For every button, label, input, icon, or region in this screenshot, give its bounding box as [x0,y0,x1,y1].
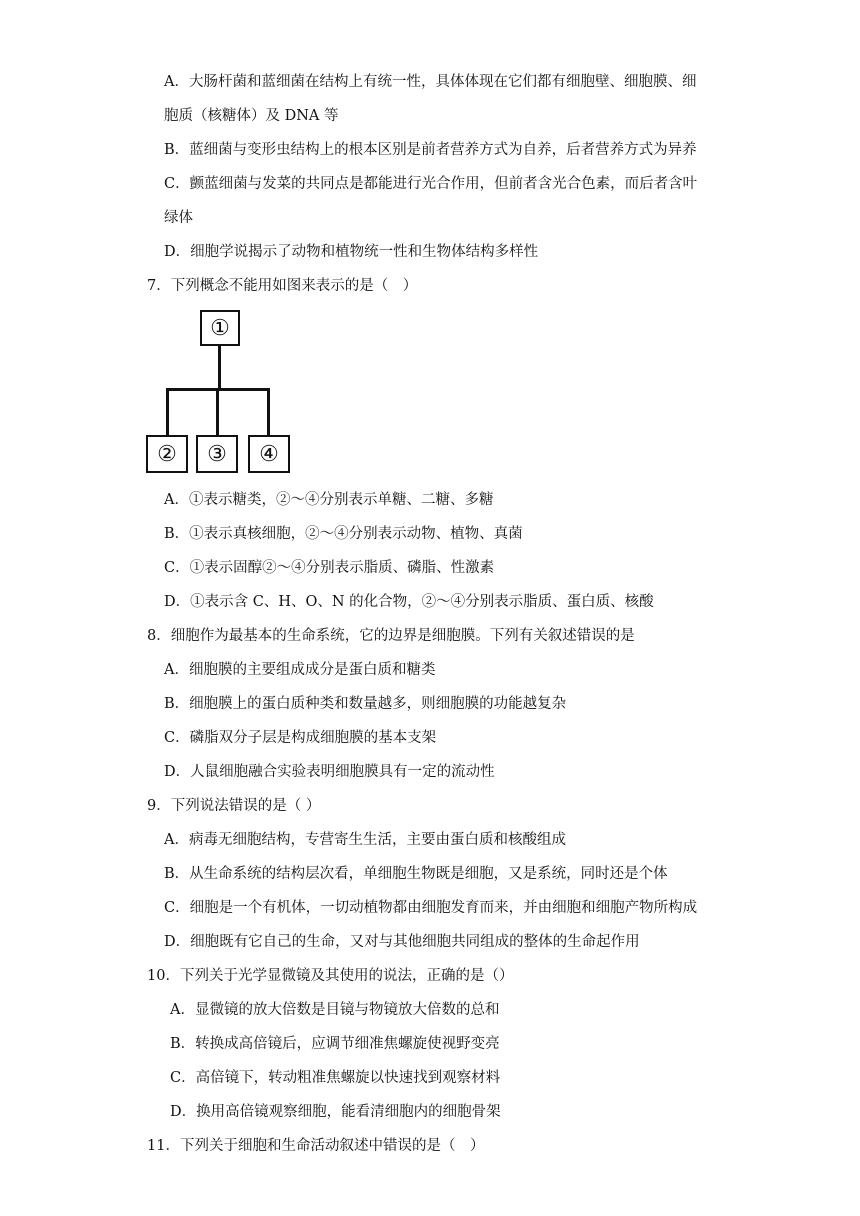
tree-node-child-3: ④ [248,435,290,473]
q11-stem: 11．下列关于细胞和生命活动叙述中错误的是（ ） [147,1138,485,1154]
q8-option-d: D．人鼠细胞融合实验表明细胞膜具有一定的流动性 [164,764,495,780]
tree-node-root: ① [200,310,240,346]
q6-option-d: D．细胞学说揭示了动物和植物统一性和生物体结构多样性 [164,244,539,260]
q6-option-c-line1: C．颤蓝细菌与发菜的共同点是都能进行光合作用，但前者含光合色素，而后者含叶 [164,176,698,192]
q7-option-b: B．①表示真核细胞，②～④分别表示动物、植物、真菌 [164,526,523,542]
q6-option-a-line1: A．大肠杆菌和蓝细菌在结构上有统一性，具体体现在它们都有细胞壁、细胞膜、细 [164,74,697,90]
q9-option-a: A．病毒无细胞结构，专营寄生生活，主要由蛋白质和核酸组成 [164,832,566,848]
tree-node-child-2: ③ [196,435,238,473]
q6-option-c-line2: 绿体 [164,210,193,226]
q10-option-b: B．转换成高倍镜后，应调节细准焦螺旋使视野变亮 [170,1036,500,1052]
q10-option-c: C．高倍镜下，转动粗准焦螺旋以快速找到观察材料 [170,1070,501,1086]
q8-stem: 8．细胞作为最基本的生命系统，它的边界是细胞膜。下列有关叙述错误的是 [147,628,635,644]
q9-stem: 9．下列说法错误的是（ ） [147,798,321,814]
q7-option-d: D．①表示含 C、H、O、N 的化合物，②～④分别表示脂质、蛋白质、核酸 [164,594,654,610]
q10-option-d: D．换用高倍镜观察细胞，能看清细胞内的细胞骨架 [170,1104,501,1120]
q8-option-a: A．细胞膜的主要组成成分是蛋白质和糖类 [164,662,436,678]
q7-option-c: C．①表示固醇②～④分别表示脂质、磷脂、性激素 [164,560,495,576]
q9-option-d: D．细胞既有它自己的生命，又对与其他细胞共同组成的整体的生命起作用 [164,934,640,950]
q7-stem: 7．下列概念不能用如图来表示的是（ ） [147,278,418,294]
tree-connector-right [267,388,270,436]
q6-option-a-line2: 胞质（核糖体）及 DNA 等 [164,108,339,124]
q9-option-b: B．从生命系统的结构层次看，单细胞生物既是细胞，又是系统，同时还是个体 [164,866,668,882]
q10-stem: 10．下列关于光学显微镜及其使用的说法，正确的是（） [147,968,514,984]
tree-node-child-1: ② [146,435,188,473]
q8-option-c: C．磷脂双分子层是构成细胞膜的基本支架 [164,730,437,746]
q10-option-a: A．显微镜的放大倍数是目镜与物镜放大倍数的总和 [170,1002,500,1018]
tree-connector-left [166,388,169,436]
q6-option-b: B．蓝细菌与变形虫结构上的根本区别是前者营养方式为自养，后者营养方式为异养 [164,142,697,158]
tree-connector-middle [216,388,219,436]
tree-connector-vertical [218,346,221,390]
q9-option-c: C．细胞是一个有机体，一切动植物都由细胞发育而来，并由细胞和细胞产物所构成 [164,900,698,916]
q7-option-a: A．①表示糖类，②～④分别表示单糖、二糖、多糖 [164,492,494,508]
q8-option-b: B．细胞膜上的蛋白质种类和数量越多，则细胞膜的功能越复杂 [164,696,567,712]
